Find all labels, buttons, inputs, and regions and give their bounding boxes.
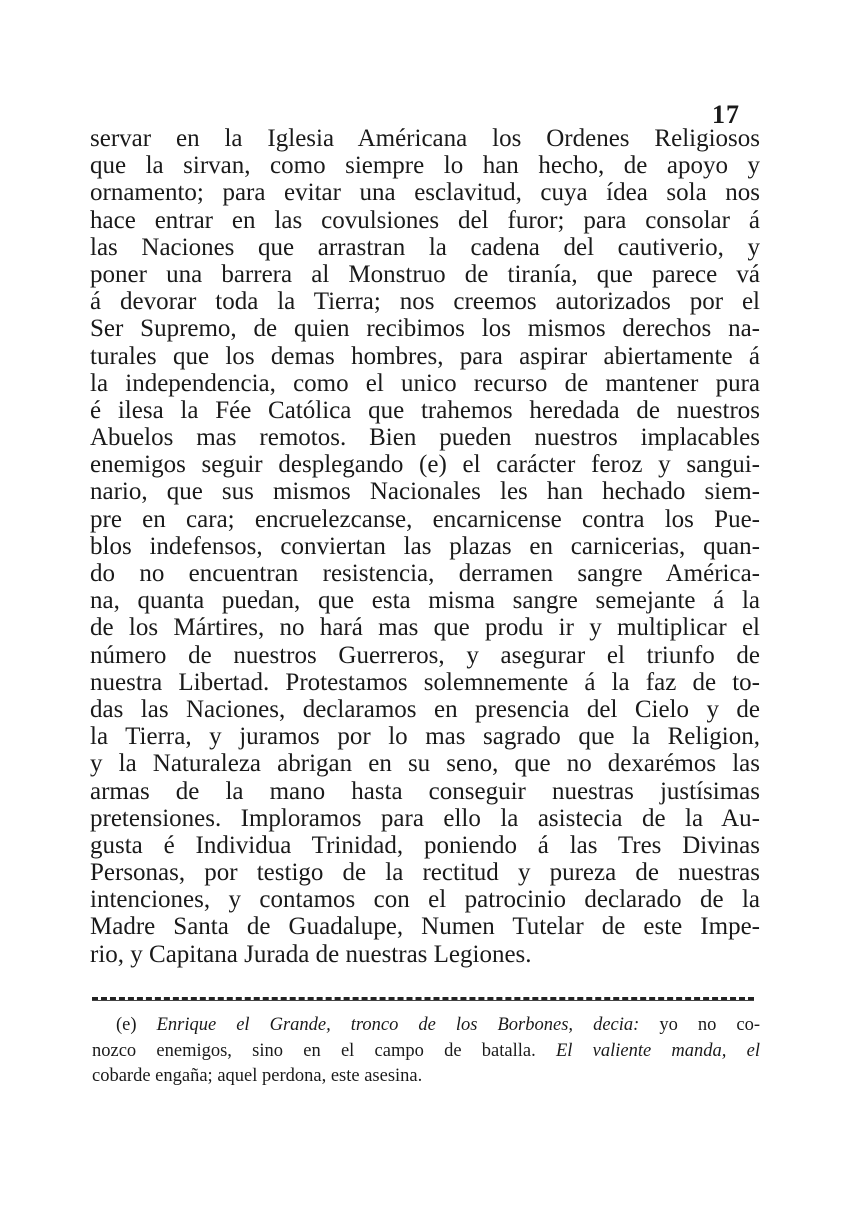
footnote-italic-text: Enrique el Grande, tronco de los Borbones, decia: (156, 1015, 640, 1035)
text-line: y la Naturaleza abrigan en su seno, que no dexarémos las (90, 750, 760, 778)
footnote-line (92, 1013, 760, 1039)
text-line: pre en cara; encruelezcanse, encarnicense contra los Pue- (90, 505, 760, 533)
text-line: poner una barrera al Monstruo de tiranía, que parece vá (90, 260, 760, 288)
text-line: na, quanta puedan, que esta misma sangre semejante á la (90, 587, 760, 615)
text-line: Abuelos mas remotos. Bien pueden nuestros implacables (90, 424, 760, 452)
text-line: Ser Supremo, de quien recibimos los mismos derechos na- (90, 315, 760, 343)
text-line: blos indefensos, conviertan las plazas en carnicerias, quan- (90, 532, 760, 560)
text-line: las Naciones que arrastran la cadena del cautiverio, y (90, 233, 760, 261)
footnote (92, 1013, 760, 1090)
footnote-line (92, 1039, 760, 1065)
text-line: é ilesa la Fée Católica que trahemos heredada de nuestros (90, 396, 760, 424)
main-text-block (90, 125, 760, 968)
text-line: servar en la Iglesia Américana los Ordenes Religiosos (90, 125, 760, 152)
text-line: Madre Santa de Guadalupe, Numen Tutelar de este Impe- (90, 913, 760, 941)
text-line: do no encuentran resistencia, derramen sangre América- (90, 560, 760, 587)
text-line: gusta é Individua Trinidad, poniendo á las Tres Divinas (90, 831, 760, 859)
text-line: á devorar toda la Tierra; nos creemos autorizados por el (90, 288, 760, 316)
text-line: de los Mártires, no hará mas que produ ir y multiplicar el (90, 614, 760, 642)
footnote-line: cobarde engaña; aquel perdona, este asesina. (92, 1066, 423, 1086)
footnote-text: nozco enemigos, sino en el campo de batalla. (92, 1040, 536, 1061)
text-line: das las Naciones, declaramos en presencia del Cielo y de (90, 695, 760, 723)
text-line: hace entrar en las covulsiones del furor; para consolar á (90, 206, 760, 234)
text-line: nuestra Libertad. Protestamos solemnemente á la faz de to- (90, 668, 760, 696)
page-number: 17 (712, 100, 740, 129)
footnote-divider-underline (92, 1000, 754, 1001)
text-line: número de nuestros Guerreros, y asegurar el triunfo de (90, 641, 760, 669)
text-line: Personas, por testigo de la rectitud y pureza de nuestras (90, 859, 760, 887)
text-line: enemigos seguir desplegando (e) el carácter feroz y sangui- (90, 451, 760, 479)
footnote-italic-text: El valiente manda, el (555, 1040, 760, 1061)
text-line: la independencia, como el unico recurso de mantener pura (90, 369, 760, 397)
text-line: pretensiones. Imploramos para ello la asistecia de la Au- (90, 804, 760, 832)
text-line: nario, que sus mismos Nacionales les han hechado siem- (90, 478, 760, 506)
text-line: la Tierra, y juramos por lo mas sagrado que la Religion, (90, 723, 760, 751)
text-line: armas de la mano hasta conseguir nuestras justísimas (90, 777, 760, 805)
text-line: que la sirvan, como siempre lo han hecho, de apoyo y (90, 152, 760, 180)
text-line: ornamento; para evitar una esclavitud, cuya ídea sola nos (90, 179, 760, 207)
text-line: turales que los demas hombres, para aspirar abiertamente á (90, 342, 760, 370)
text-line: intenciones, y contamos con el patrocinio declarado de la (90, 886, 760, 914)
footnote-marker: (e) (116, 1015, 137, 1035)
text-line: rio, y Capitana Jurada de nuestras Legiones. (90, 940, 532, 968)
footnote-text: yo no co- (659, 1015, 761, 1035)
